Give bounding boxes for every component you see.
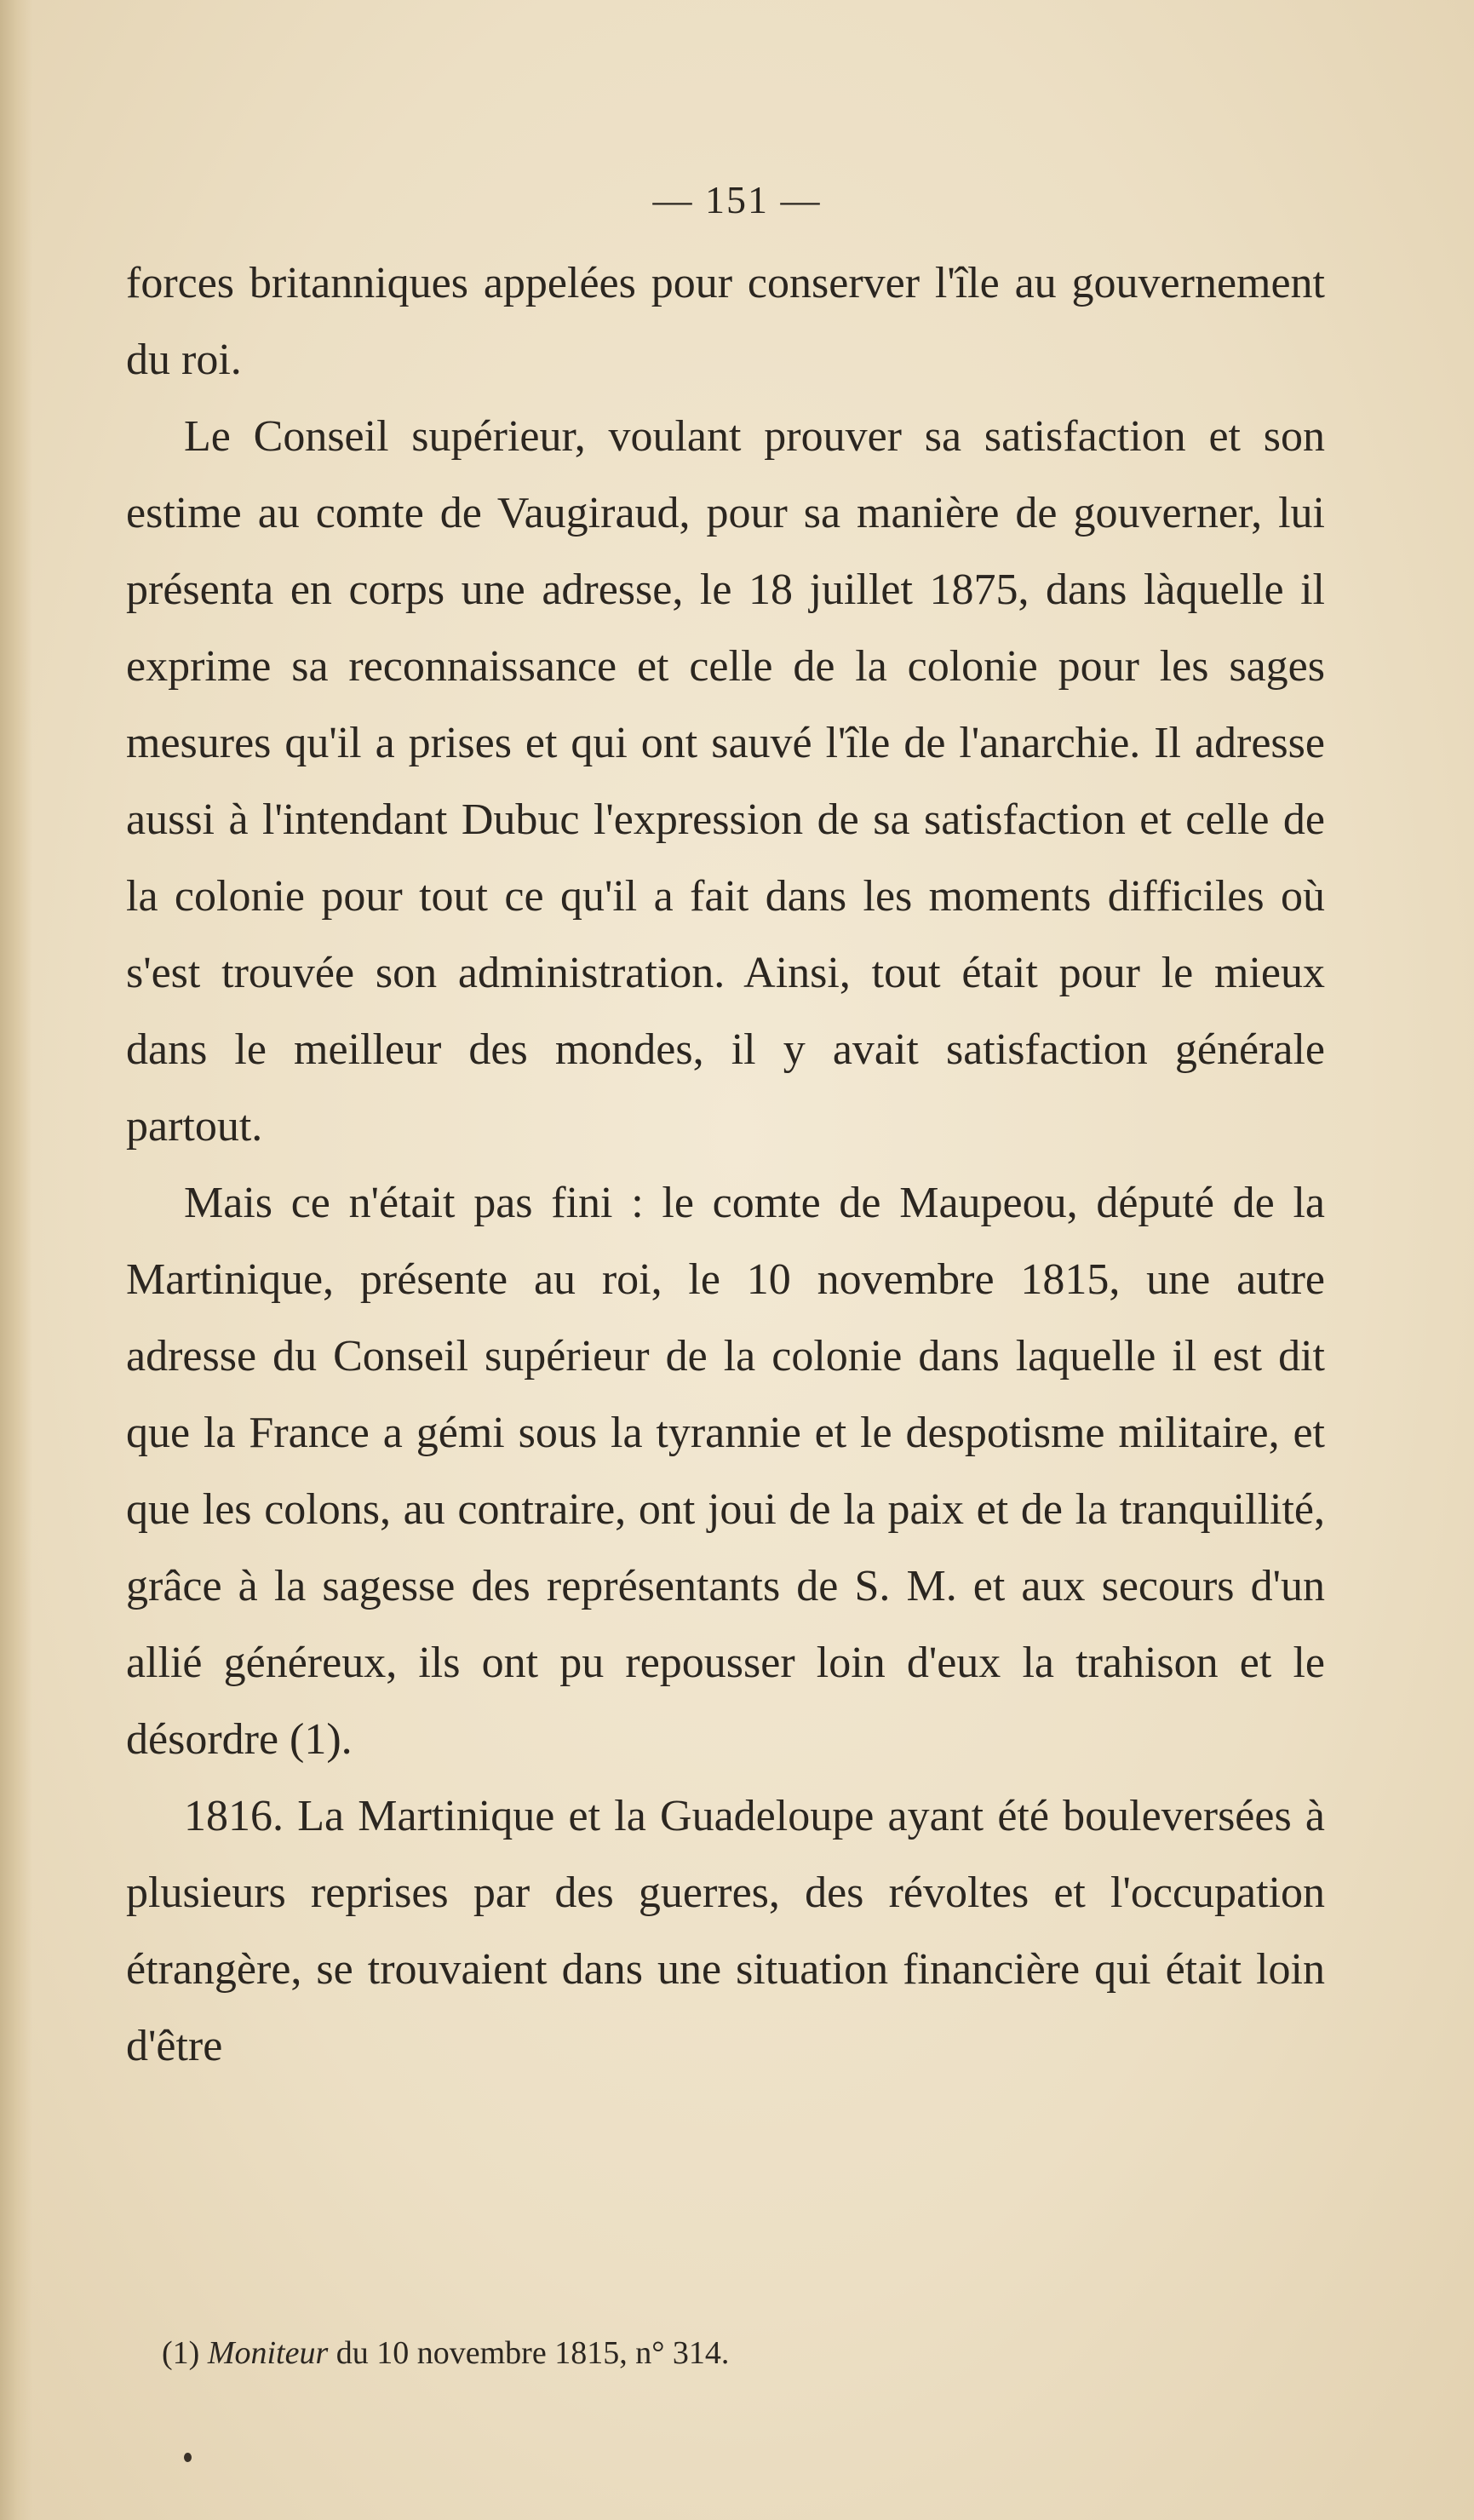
ink-speck [184, 2453, 192, 2462]
page-edge-shadow [0, 0, 32, 2520]
paragraph-conseil-superieur: Le Conseil supérieur, voulant prouver sa satisfaction et son estime au comte de Vaugiraud, pour sa manière de gouverner, lui présenta en corps une adresse, le 18 juillet 1875, dans làquelle il exprime sa reconnaissance et celle de la colonie pour les sages mesures qu'il a prises et qui ont sauvé l'île de l'anarchie. Il adresse aussi à l'intendant Dubuc l'expression de sa satisfaction et celle de la colonie pour tout ce qu'il a fait dans les moments difficiles où s'est trouvée son administration. Ainsi, tout était pour le mieux dans le meilleur des mondes, il y avait satisfaction générale partout. [126, 412, 1325, 1151]
footnote-source: Moniteur [207, 2335, 329, 2371]
paragraph-maupeou: Mais ce n'était pas fini : le comte de Maupeou, député de la Martinique, présente au roi, le 10 novembre 1815, une autre adresse du Conseil supérieur de la colonie dans laquelle il est dit que la France a gémi sous la tyrannie et le despotisme militaire, et que les colons, au contraire, ont joui de la paix et de la tranquillité, grâce à la sagesse des représentants de S. M. et aux secours d'un allié généreux, ils ont pu repousser loin d'eux la trahison et le désordre (1). [126, 1179, 1325, 1764]
page-number: — 151 — [652, 178, 822, 221]
paragraph-continued: forces britanniques appelées pour conserver l'île au gouvernement du roi. [126, 259, 1325, 384]
body-text [126, 245, 1325, 2085]
footnote-details: du 10 novembre 1815, n° 314. [336, 2335, 730, 2371]
footnote-marker: (1) [162, 2335, 200, 2371]
paragraph-1816: 1816. La Martinique et la Guadeloupe ayant été bouleversées à plusieurs reprises par des guerres, des révoltes et l'occupation étrangère, se trouvaient dans une situation financière qui était loin d'être [126, 1792, 1325, 2070]
footnote [162, 2332, 1269, 2374]
